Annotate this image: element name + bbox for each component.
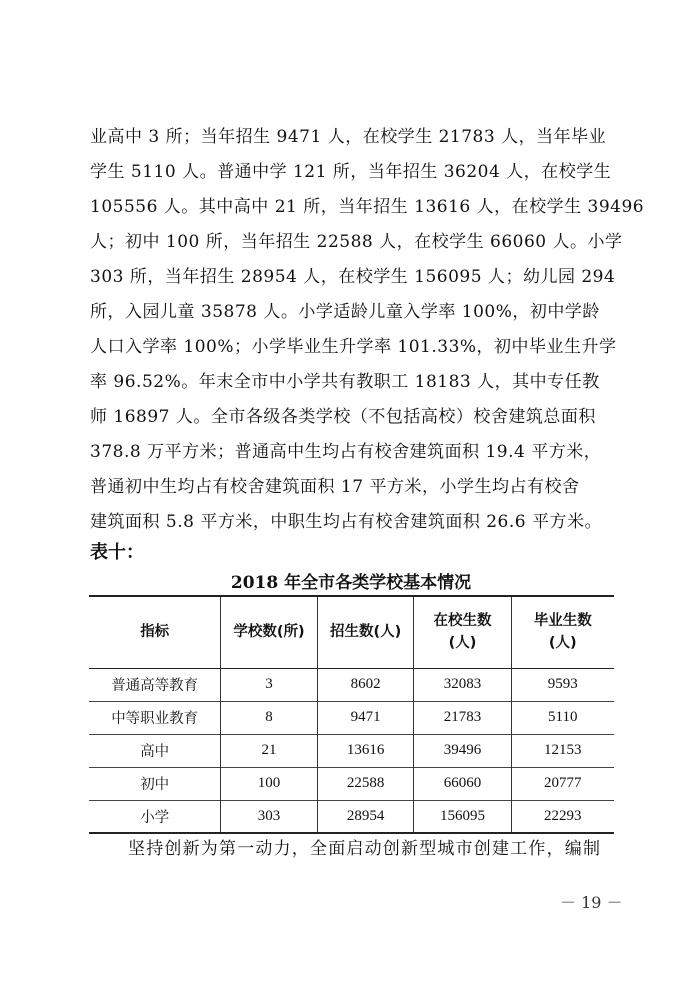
cell-students: 32083 [414,668,511,701]
table-row [89,701,614,734]
table-label: 表十： [90,542,144,563]
paragraph-line: 学生 5110 人。普通中学 121 所，当年招生 36204 人，在校学生 [90,162,612,182]
cell-graduates: 9593 [511,668,614,701]
cell-enrollment: 8602 [317,668,414,701]
table-row [89,800,614,833]
cell-indicator: 高中 [140,744,170,760]
cell-indicator: 普通高等教育 [111,678,199,694]
cell-school-count: 21 [221,734,317,767]
paragraph-line: 师 16897 人。全市各级各类学校（不包括高校）校舍建筑总面积 [90,407,596,427]
cell-enrollment: 9471 [317,701,414,734]
paragraph-line: 105556 人。其中高中 21 所，当年招生 13616 人，在校学生 39496 [90,197,645,217]
cell-students: 66060 [414,767,511,800]
cell-enrollment: 13616 [317,734,414,767]
table-row [89,668,614,701]
table-row [89,767,614,800]
paragraph-line: 普通初中生均占有校舍建筑面积 17 平方米，小学生均占有校舍 [90,477,580,497]
page-number: － 19 － [560,893,623,912]
paragraph-line: 建筑面积 5.8 平方米，中职生均占有校舍建筑面积 26.6 平方米。 [90,512,603,532]
cell-graduates: 22293 [511,800,614,833]
cell-school-count: 8 [221,701,317,734]
cell-graduates: 20777 [511,767,614,800]
cell-indicator: 中等职业教育 [111,711,199,727]
table-header-row [89,596,614,668]
cell-school-count: 303 [221,800,317,833]
cell-school-count: 100 [221,767,317,800]
cell-students: 39496 [414,734,511,767]
following-paragraph: 坚持创新为第一动力，全面启动创新型城市创建工作，编制 [128,839,602,859]
paragraph-line: 所，入园儿童 35878 人。小学适龄儿童入学率 100%，初中学龄 [90,302,600,322]
cell-school-count: 3 [221,668,317,701]
table-title: 2018 年全市各类学校基本情况 [230,573,472,593]
paragraph-line: 业高中 3 所；当年招生 9471 人，在校学生 21783 人，当年毕业 [90,127,607,147]
cell-enrollment: 28954 [317,800,414,833]
cell-students: 21783 [414,701,511,734]
paragraph-line: 人；初中 100 所，当年招生 22588 人，在校学生 66060 人。小学 [90,232,623,252]
cell-students: 156095 [414,800,511,833]
cell-enrollment: 22588 [317,767,414,800]
header-indicator: 指标 [140,624,170,641]
paragraph-line: 率 96.52%。年末全市中小学共有教职工 18183 人，其中专任教 [90,372,600,392]
header-enrollment: 招生数(人) [317,596,414,668]
header-graduates: 毕业生数 (人) [511,596,614,668]
paragraph-line: 人口入学率 100%；小学毕业生升学率 101.33%，初中毕业生升学 [90,337,617,357]
table-row [89,734,614,767]
cell-indicator: 小学 [140,809,170,826]
paragraph-line: 303 所，当年招生 28954 人，在校学生 156095 人；幼儿园 294 [90,267,616,287]
cell-indicator: 初中 [140,777,170,793]
body-paragraph [90,120,645,540]
header-school-count: 学校数(所) [221,596,317,668]
cell-graduates: 5110 [511,701,614,734]
cell-graduates: 12153 [511,734,614,767]
header-students: 在校生数 (人) [414,596,511,668]
paragraph-line: 378.8 万平方米；普通高中生均占有校舍建筑面积 19.4 平方米， [90,442,602,462]
schools-table [89,595,614,834]
